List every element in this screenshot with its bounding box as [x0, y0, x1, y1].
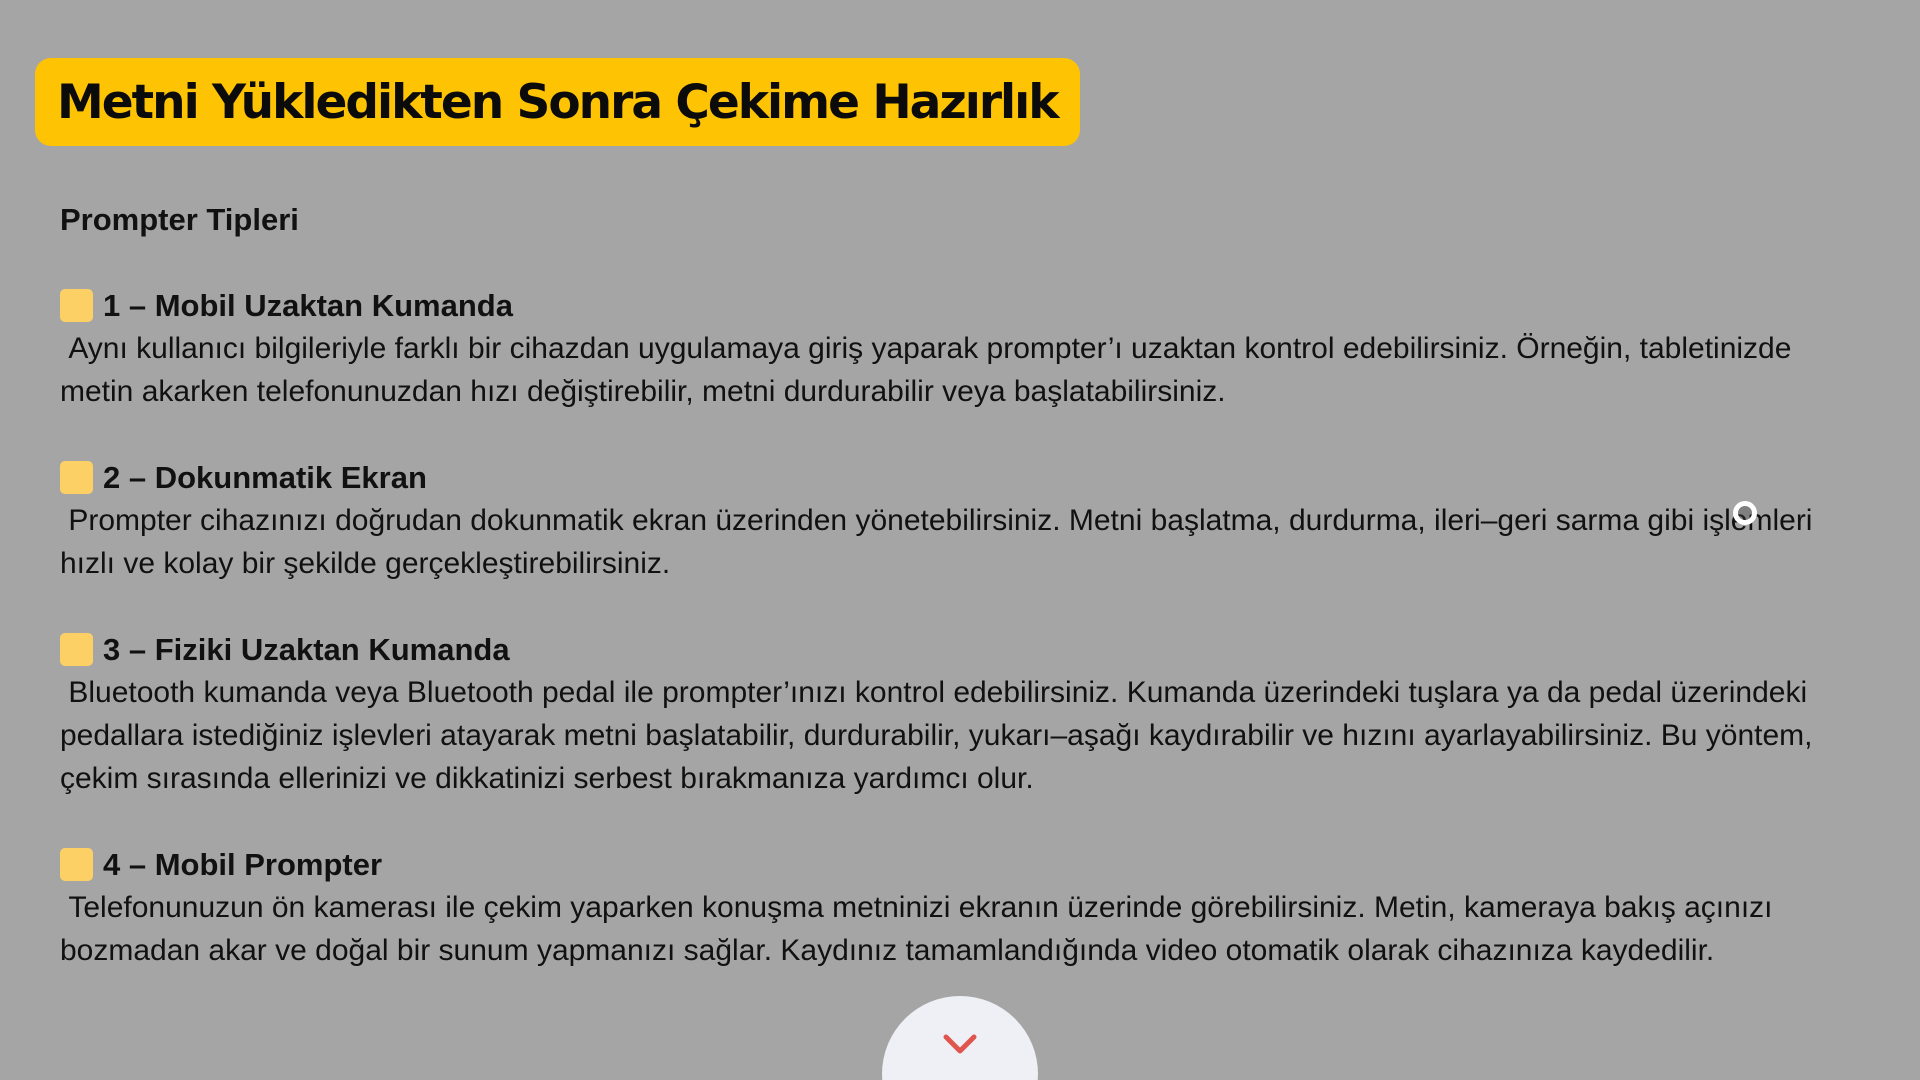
item-description: Aynı kullanıcı bilgileriyle farklı bir cihazdan uygulamaya giriş yaparak prompter’ı uzaktan kontrol edebilirsiniz. Örneğin, tabletinizde metin akarken telefonunuzdan hızı değiştirebilir, metni durdurabilir veya başlatabilirsiniz.	[60, 332, 1800, 408]
yellow-square-icon	[60, 289, 93, 322]
item-description: Prompter cihazınızı doğrudan dokunmatik ekran üzerinden yönetebilirsiniz. Metni başlatma, durdurma, ileri–geri sarma gibi işlemleri hızlı ve kolay bir şekilde gerçekleştirebilirsiniz.	[60, 504, 1821, 580]
chevron-down-icon	[942, 1026, 978, 1062]
item-title-row	[60, 843, 1860, 886]
content-area	[60, 198, 1860, 1015]
item-title: 1 – Mobil Uzaktan Kumanda	[103, 288, 513, 323]
list-item	[60, 456, 1860, 585]
item-title: 4 – Mobil Prompter	[103, 847, 383, 882]
item-title-row	[60, 284, 1860, 327]
item-description: Bluetooth kumanda veya Bluetooth pedal ile prompter’ınızı kontrol edebilirsiniz. Kumanda üzerindeki tuşlara ya da pedal üzerindeki pedallara istediğiniz işlevleri atayarak metni başlatabilir, durdurabilir, yukarı–aşağı kaydırabilir ve hızını ayarlayabilirsiniz. Bu yöntem, çekim sırasında ellerinizi ve dikkatinizi serbest bırakmanıza yardımcı olur.	[60, 676, 1821, 795]
page-title: Metni Yükledikten Sonra Çekime Hazırlık	[57, 74, 1058, 130]
item-title-row	[60, 628, 1860, 671]
item-title-row	[60, 456, 1860, 499]
yellow-square-icon	[60, 848, 93, 881]
yellow-square-icon	[60, 633, 93, 666]
yellow-square-icon	[60, 461, 93, 494]
cursor-indicator	[1733, 501, 1757, 525]
item-title: 2 – Dokunmatik Ekran	[103, 460, 427, 495]
item-description: Telefonunuzun ön kamerası ile çekim yaparken konuşma metninizi ekranın üzerinde görebilirsiniz. Metin, kameraya bakış açınızı bozmadan akar ve doğal bir sunum yapmanızı sağlar. Kaydınız tamamlandığında video otomatik olarak cihazınıza kaydedilir.	[60, 891, 1781, 967]
list-item	[60, 284, 1860, 413]
item-title: 3 – Fiziki Uzaktan Kumanda	[103, 632, 510, 667]
list-item	[60, 628, 1860, 800]
section-heading: Prompter Tipleri	[60, 202, 299, 237]
list-item	[60, 843, 1860, 972]
title-banner	[35, 58, 1080, 146]
